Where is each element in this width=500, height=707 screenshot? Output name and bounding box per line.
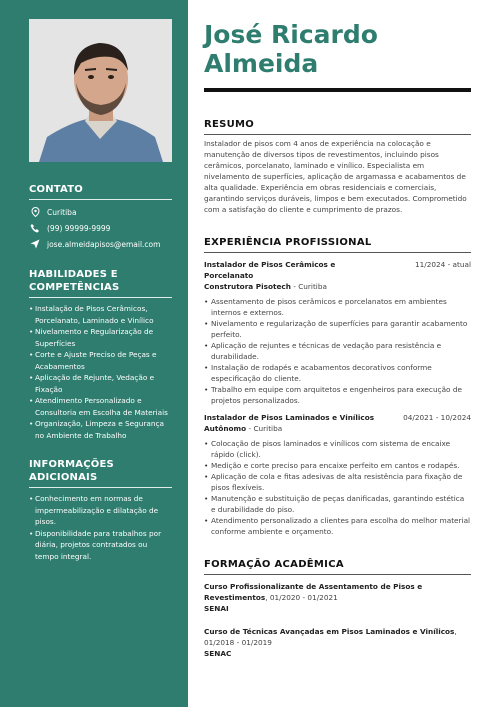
- list-item: • Atendimento Personalizado e Consultoria em Escolha de Materiais: [29, 395, 172, 418]
- list-item: • Assentamento de pisos cerâmicos e porcelanatos em ambientes internos e externos.: [204, 296, 471, 318]
- list-item: • Instalação de Pisos Cerâmicos, Porcelanato, Laminado e Vinílico: [29, 303, 172, 326]
- send-icon: [29, 239, 41, 249]
- company-location: - Curitiba: [290, 282, 327, 291]
- additional-section: [29, 458, 172, 562]
- list-item: • Instalação de rodapés e acabamentos decorativos conforme especificação do cliente.: [204, 362, 471, 384]
- list-item: • Disponibilidade para trabalhos por diária, projetos contratados ou tempo integral.: [29, 528, 172, 563]
- education-entry: [204, 581, 471, 614]
- list-item: • Corte e Ajuste Preciso de Peças e Acabamentos: [29, 349, 172, 372]
- list-item: • Aplicação de cola e fitas adesivas de alta resistência para fixação de pisos flexíveis.: [204, 471, 471, 493]
- summary-section: [204, 118, 471, 215]
- summary-title: RESUMO: [204, 118, 471, 135]
- phone-text: (99) 99999-9999: [47, 223, 111, 233]
- list-item: • Conhecimento em normas de impermeabilização e dilatação de pisos.: [29, 493, 172, 528]
- list-item: • Aplicação de Rejunte, Vedação e Fixação: [29, 372, 172, 395]
- candidate-name: [204, 20, 378, 78]
- skills-section: [29, 268, 172, 441]
- job-entry: [204, 259, 471, 406]
- experience-section: [204, 236, 471, 537]
- job-entry: [204, 412, 471, 537]
- skills-list: [29, 303, 172, 441]
- course-dates: , 01/2018 - 01/2019: [204, 627, 457, 647]
- course-name: Curso Profissionalizante de Assentamento de Pisos e Revestimentos: [204, 582, 423, 602]
- location-icon: [29, 207, 41, 217]
- job-bullets: [204, 296, 471, 406]
- list-item: • Atendimento personalizado a clientes para escolha do melhor material conforme ambiente e orçamento.: [204, 515, 471, 537]
- skills-title: [29, 268, 172, 298]
- additional-title: INFORMAÇÕES ADICIONAIS: [29, 458, 172, 488]
- job-company: [204, 281, 471, 292]
- list-item: • Organização, Limpeza e Segurança no Ambiente de Trabalho: [29, 418, 172, 441]
- course-name: Curso de Técnicas Avançadas em Pisos Laminados e Vinílicos: [204, 627, 455, 636]
- education-entry: [204, 626, 471, 659]
- list-item: • Nivelamento e Regularização de Superfícies: [29, 326, 172, 349]
- institution: SENAI: [204, 604, 229, 613]
- company-location: - Curitiba: [246, 424, 283, 433]
- list-item: • Colocação de pisos laminados e vinílicos com sistema de encaixe rápido (click).: [204, 438, 471, 460]
- education-title: FORMAÇÃO ACADÊMICA: [204, 558, 471, 575]
- summary-text: Instalador de pisos com 4 anos de experiência na colocação e manutenção de diversos tipos de revestimentos, incluindo pisos cerâmicos, porcelanato, laminado e vinílico. Especialista em nivelamento de superfícies, aplicação de argamassa e acabamentos de alta qualidade. Experiência em obras residenciais e comerciais, garantindo serviços duráveis, limpos e bem executados. Comprometido com a satisfação do cliente e cumprimento de prazos.: [204, 139, 467, 214]
- job-bullets: [204, 438, 471, 537]
- list-item: • Manutenção e substituição de peças danificadas, garantindo estética e durabilidade do piso.: [204, 493, 471, 515]
- contact-phone: [29, 223, 172, 233]
- institution: SENAC: [204, 649, 232, 658]
- sidebar: [0, 0, 188, 707]
- job-company: [204, 423, 471, 434]
- list-item: • Medição e corte preciso para encaixe perfeito em cantos e rodapés.: [204, 460, 471, 471]
- name-divider: [204, 88, 471, 92]
- contact-title: CONTATO: [29, 183, 172, 200]
- profile-photo: [29, 19, 172, 162]
- education-section: [204, 558, 471, 659]
- experience-title: EXPERIÊNCIA PROFISSIONAL: [204, 236, 471, 253]
- contact-section: [29, 183, 172, 249]
- job-title: Instalador de Pisos Cerâmicos e Porcelanato: [204, 260, 336, 280]
- contact-city: [29, 207, 172, 217]
- name-line2: Almeida: [204, 49, 319, 78]
- contact-email: [29, 239, 172, 249]
- company-name: Autônomo: [204, 424, 247, 433]
- company-name: Construtora Pisotech: [204, 282, 291, 291]
- course-dates: , 01/2020 - 01/2021: [265, 593, 338, 602]
- skills-title-line2: COMPETÊNCIAS: [29, 282, 120, 293]
- job-date: 04/2021 - 10/2024: [403, 413, 471, 422]
- skills-title-line1: HABILIDADES E: [29, 269, 118, 280]
- list-item: • Nivelamento e regularização de superfícies para garantir acabamento perfeito.: [204, 318, 471, 340]
- email-text[interactable]: jose.almeidapisos@email.com: [47, 239, 161, 249]
- phone-icon: [29, 223, 41, 233]
- name-line1: José Ricardo: [204, 20, 378, 49]
- list-item: • Trabalho em equipe com arquitetos e engenheiros para execução de projetos personalizados.: [204, 384, 471, 406]
- job-title: Instalador de Pisos Laminados e Vinílicos: [204, 413, 375, 422]
- list-item: • Aplicação de rejuntes e técnicas de vedação para resistência e durabilidade.: [204, 340, 471, 362]
- additional-list: [29, 493, 172, 562]
- job-date: 11/2024 - atual: [414, 260, 471, 269]
- city-text: Curitiba: [47, 207, 77, 217]
